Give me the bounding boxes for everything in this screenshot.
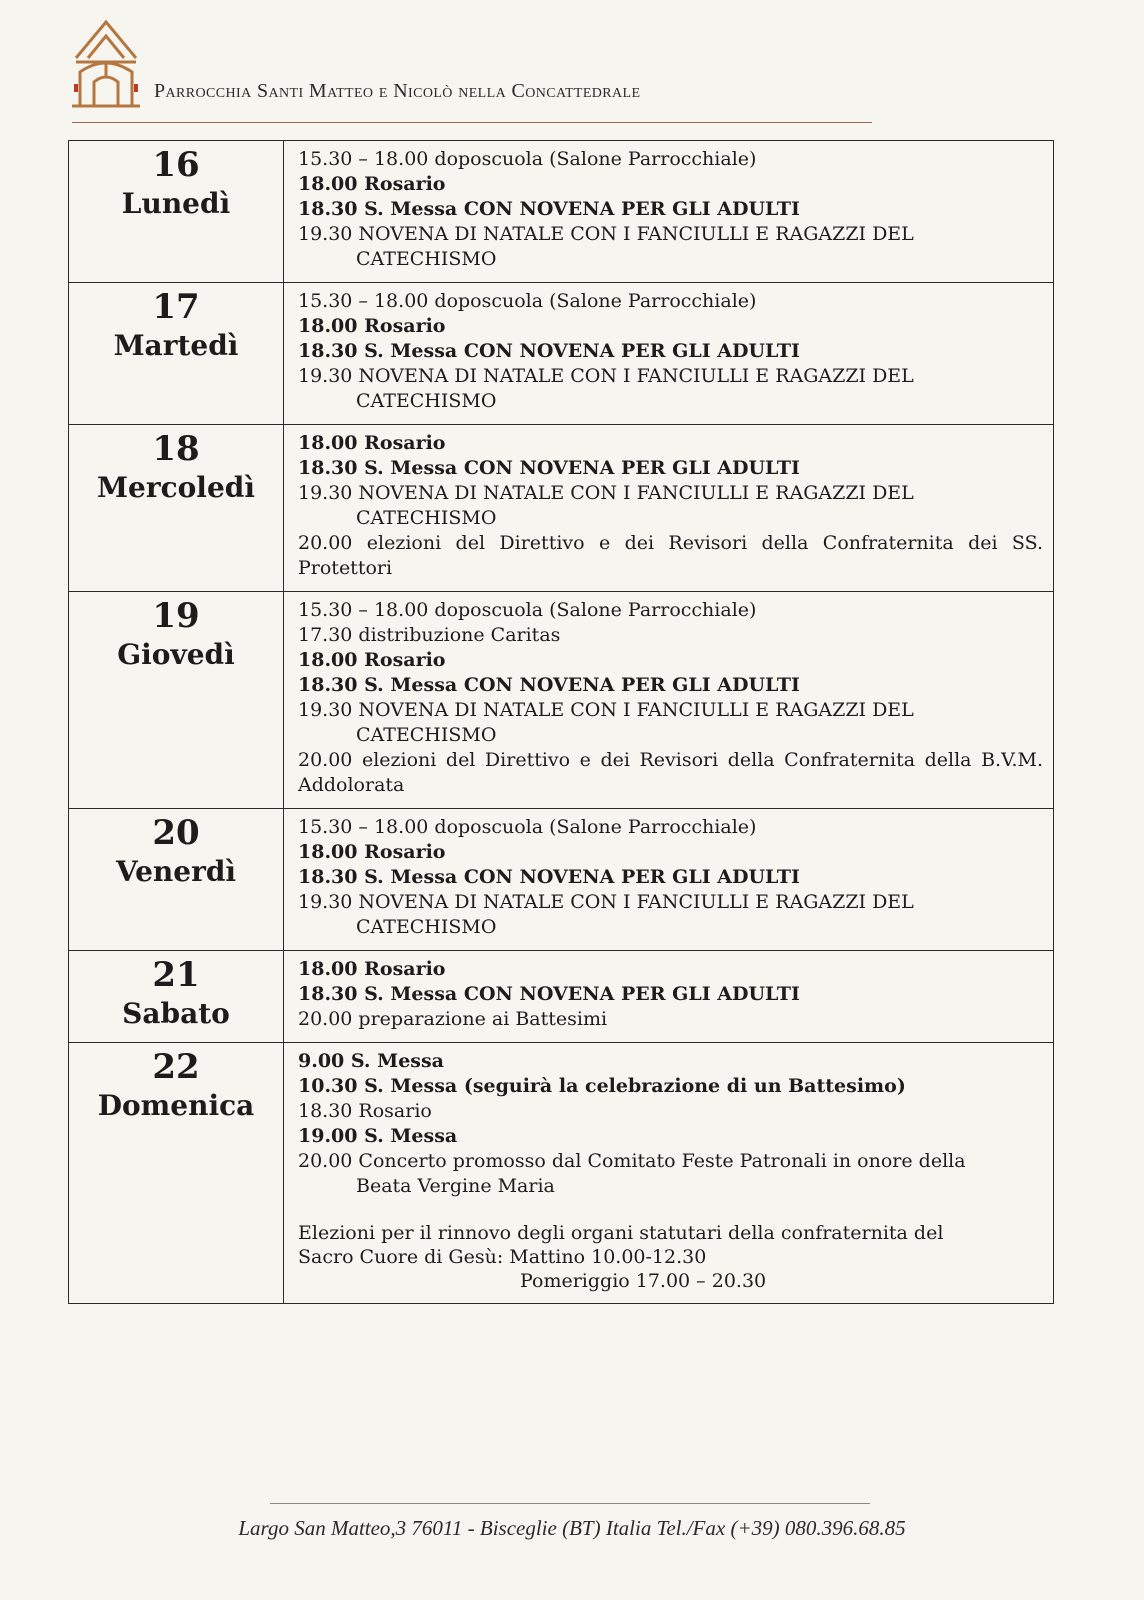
events-cell	[284, 592, 1054, 809]
event-item	[298, 1074, 1043, 1099]
day-number: 18	[152, 429, 200, 469]
events-cell	[284, 951, 1054, 1043]
event-text: 15.30 – 18.00 doposcuola (Salone Parrocchiale)	[298, 816, 757, 838]
event-item	[298, 1049, 1043, 1074]
event-text: 18.30 S. Messa CON NOVENA PER GLI ADULTI	[298, 866, 800, 888]
events-cell	[284, 809, 1054, 951]
day-number: 17	[152, 287, 200, 327]
event-item	[298, 890, 1043, 940]
event-text: 19.00 S. Messa	[298, 1125, 458, 1147]
event-text: 17.30 distribuzione Caritas	[298, 624, 561, 646]
day-number: 16	[152, 145, 200, 185]
footer-divider	[270, 1503, 870, 1504]
event-text: 19.30 NOVENA DI NATALE CON I FANCIULLI E RAGAZZI DEL	[298, 223, 914, 245]
schedule-row	[69, 425, 1054, 592]
event-item	[298, 648, 1043, 673]
day-number: 21	[152, 955, 200, 995]
day-cell	[69, 809, 284, 951]
event-text: 18.30 S. Messa CON NOVENA PER GLI ADULTI	[298, 674, 800, 696]
header-divider	[72, 122, 872, 123]
event-item	[298, 698, 1043, 748]
schedule-row	[69, 592, 1054, 809]
event-item	[298, 1007, 1043, 1032]
day-name: Giovedì	[117, 638, 235, 671]
event-item	[298, 339, 1043, 364]
event-text: 15.30 – 18.00 doposcuola (Salone Parrocchiale)	[298, 599, 757, 621]
day-number: 22	[152, 1047, 200, 1087]
schedule-row	[69, 809, 1054, 951]
event-text: 19.30 NOVENA DI NATALE CON I FANCIULLI E RAGAZZI DEL	[298, 699, 914, 721]
event-item	[298, 1099, 1043, 1124]
day-name: Martedì	[113, 329, 239, 362]
event-item	[298, 982, 1043, 1007]
event-text-continuation: CATECHISMO	[356, 390, 497, 412]
event-text: 20.00 elezioni del Direttivo e dei Revisori della Confraternita della B.V.M. Addolorata	[298, 749, 1043, 796]
event-item	[298, 815, 1043, 840]
event-item	[298, 748, 1043, 798]
day-cell	[69, 283, 284, 425]
event-text: 18.00 Rosario	[298, 315, 446, 337]
event-text: 18.00 Rosario	[298, 173, 446, 195]
event-text: 9.00 S. Messa	[298, 1050, 444, 1072]
event-text-continuation: CATECHISMO	[356, 724, 497, 746]
event-item	[298, 1149, 1043, 1199]
elections-note-line: Sacro Cuore di Gesù: Mattino 10.00-12.30	[298, 1246, 707, 1268]
event-item	[298, 289, 1043, 314]
event-text-continuation: CATECHISMO	[356, 248, 497, 270]
event-text: 18.30 S. Messa CON NOVENA PER GLI ADULTI	[298, 457, 800, 479]
day-cell	[69, 592, 284, 809]
event-text: 18.00 Rosario	[298, 958, 446, 980]
event-text: 18.00 Rosario	[298, 432, 446, 454]
day-cell	[69, 1043, 284, 1304]
event-text: 18.30 Rosario	[298, 1100, 432, 1122]
event-item	[298, 673, 1043, 698]
event-item	[298, 865, 1043, 890]
event-item	[298, 840, 1043, 865]
event-text-continuation: CATECHISMO	[356, 507, 497, 529]
event-text: 20.00 Concerto promosso dal Comitato Feste Patronali in onore della	[298, 1150, 966, 1172]
page-header	[68, 18, 868, 130]
day-name: Sabato	[122, 997, 230, 1030]
event-item	[298, 623, 1043, 648]
weekly-schedule-table	[68, 140, 1054, 1304]
event-text: 18.30 S. Messa CON NOVENA PER GLI ADULTI	[298, 340, 800, 362]
event-text: 20.00 elezioni del Direttivo e dei Revisori della Confraternita dei SS. Protettori	[298, 532, 1043, 579]
elections-note	[298, 1221, 1043, 1293]
day-number: 20	[152, 813, 200, 853]
schedule-row	[69, 951, 1054, 1043]
event-item	[298, 1124, 1043, 1149]
event-item	[298, 222, 1043, 272]
elections-note-line: Elezioni per il rinnovo degli organi statutari della confraternita del	[298, 1222, 944, 1244]
event-text: 20.00 preparazione ai Battesimi	[298, 1008, 608, 1030]
schedule-row	[69, 1043, 1054, 1304]
schedule-row	[69, 283, 1054, 425]
day-cell	[69, 951, 284, 1043]
event-text: 19.30 NOVENA DI NATALE CON I FANCIULLI E RAGAZZI DEL	[298, 891, 914, 913]
event-text: 18.00 Rosario	[298, 841, 446, 863]
event-item	[298, 364, 1043, 414]
day-name: Domenica	[97, 1089, 255, 1122]
event-text: 15.30 – 18.00 doposcuola (Salone Parrocchiale)	[298, 148, 757, 170]
event-item	[298, 598, 1043, 623]
cathedral-logo-icon	[68, 18, 144, 110]
footer-address: Largo San Matteo,3 76011 - Bisceglie (BT) Italia Tel./Fax (+39) 080.396.68.85	[238, 1516, 906, 1540]
day-number: 19	[152, 596, 200, 636]
event-item	[298, 456, 1043, 481]
event-item	[298, 531, 1043, 581]
elections-note-line: Pomeriggio 17.00 – 20.30	[520, 1270, 767, 1292]
day-name: Lunedì	[121, 187, 231, 220]
event-text: 19.30 NOVENA DI NATALE CON I FANCIULLI E RAGAZZI DEL	[298, 365, 914, 387]
event-text: 18.30 S. Messa CON NOVENA PER GLI ADULTI	[298, 198, 800, 220]
day-cell	[69, 425, 284, 592]
event-text: 10.30 S. Messa (seguirà la celebrazione di un Battesimo)	[298, 1075, 906, 1097]
event-text-continuation: Beata Vergine Maria	[356, 1175, 555, 1197]
event-item	[298, 957, 1043, 982]
event-item	[298, 481, 1043, 531]
event-item	[298, 431, 1043, 456]
day-cell	[69, 141, 284, 283]
event-text: 19.30 NOVENA DI NATALE CON I FANCIULLI E RAGAZZI DEL	[298, 482, 914, 504]
event-item	[298, 172, 1043, 197]
events-cell	[284, 141, 1054, 283]
events-cell	[284, 283, 1054, 425]
schedule-row	[69, 141, 1054, 283]
day-name: Venerdì	[115, 855, 237, 888]
event-text-continuation: CATECHISMO	[356, 916, 497, 938]
day-name: Mercoledì	[97, 471, 255, 504]
events-cell	[284, 425, 1054, 592]
event-item	[298, 147, 1043, 172]
event-text: 18.00 Rosario	[298, 649, 446, 671]
events-cell	[284, 1043, 1054, 1304]
parish-name: Parrocchia Santi Matteo e Nicolò nella Concattedrale	[154, 80, 641, 102]
event-item	[298, 197, 1043, 222]
event-text: 18.30 S. Messa CON NOVENA PER GLI ADULTI	[298, 983, 800, 1005]
event-text: 15.30 – 18.00 doposcuola (Salone Parrocchiale)	[298, 290, 757, 312]
event-item	[298, 314, 1043, 339]
